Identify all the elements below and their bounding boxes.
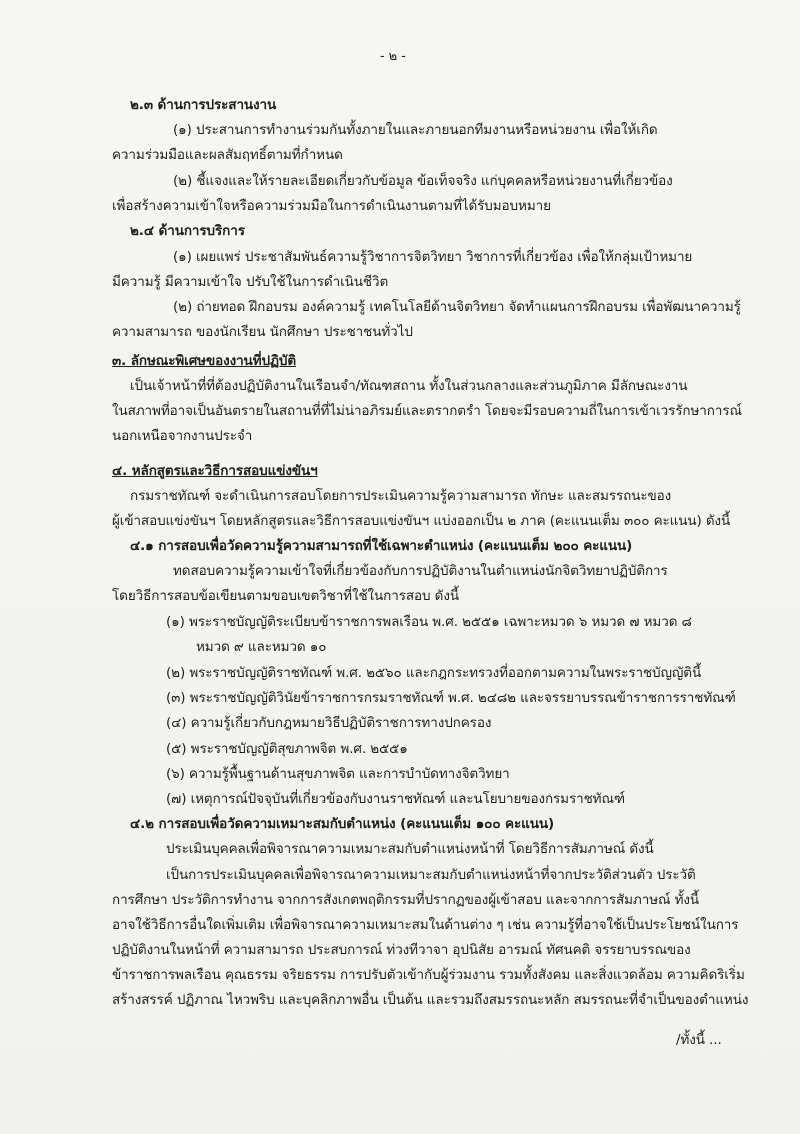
page-number: - ๒ - [380, 49, 406, 64]
section-4-2-intro: ประเมินบุคคลเพื่อพิจารณาความเหมาะสมกับตำแหน่งหน้าที่ โดยวิธีการสัมภาษณ์ ดังนี้ [166, 841, 654, 857]
exam-subject-5: (๕) พระราชบัญญัติสุขภาพจิต พ.ศ. ๒๕๕๑ [166, 741, 408, 757]
section-4-2-para-line-2: การศึกษา ประวัติการทำงาน จากการสังเกตพฤติกรรมที่ปรากฏของผู้เข้าสอบ และจากการสัมภาษณ์ ทั้งนี้ [112, 892, 700, 908]
exam-subject-3: (๓) พระราชบัญญัติวินัยข้าราชการกรมราชทัณฑ์ พ.ศ. ๒๔๘๒ และจรรยาบรรณข้าราชการราชทัณฑ์ [166, 690, 736, 706]
section-2-4-item-1-line-2: มีความรู้ มีความเข้าใจ ปรับใช้ในการดำเนินชีวิต [112, 274, 389, 290]
section-4-2-para-line-4: ปฏิบัติงานในหน้าที่ ความสามารถ ประสบการณ์ ท่วงทีวาจา อุปนิสัย อารมณ์ ทัศนคติ จรรยาบรรณของ [112, 942, 691, 958]
section-4-heading: ๔. หลักสูตรและวิธีการสอบแข่งขันฯ [112, 463, 318, 479]
exam-subject-1: (๑) พระราชบัญญัติระเบียบข้าราชการพลเรือน พ.ศ. ๒๕๕๑ เฉพาะหมวด ๖ หมวด ๗ หมวด ๘ [166, 614, 692, 630]
section-2-4-item-1-line-1: (๑) เผยแพร่ ประชาสัมพันธ์ความรู้วิชาการจิตวิทยา วิชาการที่เกี่ยวข้อง เพื่อให้กลุ่มเป้าหมาย [173, 249, 693, 265]
section-4-1-para-line-1: ทดสอบความรู้ความเข้าใจที่เกี่ยวข้องกับการปฏิบัติงานในตำแหน่งนักจิตวิทยาปฏิบัติการ [173, 563, 668, 579]
section-2-3-item-2-line-2: เพื่อสร้างความเข้าใจหรือความร่วมมือในการดำเนินงานตามที่ได้รับมอบหมาย [112, 198, 551, 214]
exam-subject-2: (๒) พระราชบัญญัติราชทัณฑ์ พ.ศ. ๒๕๖๐ และกฎกระทรวงที่ออกตามความในพระราชบัญญัตินี้ [166, 665, 702, 681]
section-2-3-item-2-line-1: (๒) ชี้แจงและให้รายละเอียดเกี่ยวกับข้อมูล ข้อเท็จจริง แก่บุคคลหรือหน่วยงานที่เกี่ยวข้อง [173, 173, 673, 189]
section-4-2-para-line-5: ข้าราชการพลเรือน คุณธรรม จริยธรรม การปรับตัวเข้ากับผู้ร่วมงาน รวมทั้งสังคม และสิ่งแวดล้อม ความคิดริเริ่ม [112, 967, 745, 983]
section-2-4-item-2-line-1: (๒) ถ่ายทอด ฝึกอบรม องค์ความรู้ เทคโนโลยีด้านจิตวิทยา จัดทำแผนการฝึกอบรม เพื่อพัฒนาความรู้ [173, 299, 741, 315]
section-3-heading: ๓. ลักษณะพิเศษของงานที่ปฏิบัติ [112, 353, 297, 369]
section-2-4-item-2-line-2: ความสามารถ ของนักเรียน นักศึกษา ประชาชนทั่วไป [112, 324, 413, 340]
exam-subject-1-cont: หมวด ๙ และหมวด ๑๐ [196, 639, 327, 655]
section-4-2-para-line-1: เป็นการประเมินบุคคลเพื่อพิจารณาความเหมาะสมกับตำแหน่งหน้าที่จากประวัติส่วนตัว ประวัติ [166, 867, 696, 883]
section-4-2-para-line-3: อาจใช้วิธีการอื่นใดเพิ่มเติม เพื่อพิจารณาความเหมาะสมในด้านต่าง ๆ เช่น ความรู้ที่อาจใช้เป็นประโยชน์ในการ [112, 917, 739, 933]
section-4-2-para-line-6: สร้างสรรค์ ปฏิภาณ ไหวพริบ และบุคลิกภาพอื่น เป็นต้น และรวมถึงสมรรถนะหลัก สมรรถนะที่จำเป็นของตำแหน่ง [112, 992, 749, 1008]
section-3-para-line-2: ในสภาพที่อาจเป็นอันตรายในสถานที่ที่ไม่น่าอภิรมย์และตรากตรำ โดยจะมีรอบความถี่ในการเข้าเวรรักษาการณ์ [112, 403, 742, 419]
section-4-para-line-2: ผู้เข้าสอบแข่งขันฯ โดยหลักสูตรและวิธีการสอบแข่งขันฯ แบ่งออกเป็น ๒ ภาค (คะแนนเต็ม ๓๐๐ คะแนน) ดังนี้ [112, 513, 731, 529]
exam-subject-7: (๗) เหตุการณ์ปัจจุบันที่เกี่ยวข้องกับงานราชทัณฑ์ และนโยบายของกรมราชทัณฑ์ [166, 791, 625, 807]
section-3-para-line-3: นอกเหนือจากงานประจำ [112, 428, 253, 444]
section-2-3-heading: ๒.๓ ด้านการประสานงาน [130, 97, 277, 113]
section-4-para-line-1: กรมราชทัณฑ์ จะดำเนินการสอบโดยการประเมินความรู้ความสามารถ ทักษะ และสมรรถนะของ [130, 488, 672, 504]
section-4-1-para-line-2: โดยวิธีการสอบข้อเขียนตามขอบเขตวิชาที่ใช้ในการสอบ ดังนี้ [112, 588, 459, 604]
section-4-2-heading: ๔.๒ การสอบเพื่อวัดความเหมาะสมกับตำแหน่ง (คะแนนเต็ม ๑๐๐ คะแนน) [130, 816, 555, 832]
section-3-para-line-1: เป็นเจ้าหน้าที่ที่ต้องปฏิบัติงานในเรือนจำ/ทัณฑสถาน ทั้งในส่วนกลางและส่วนภูมิภาค มีลักษณะงาน [130, 378, 688, 394]
section-2-4-heading: ๒.๔ ด้านการบริการ [130, 223, 245, 239]
continuation-marker: /ทั้งนี้ ... [676, 1032, 722, 1048]
section-2-3-item-1-line-2: ความร่วมมือและผลสัมฤทธิ์ตามที่กำหนด [112, 147, 343, 163]
exam-subject-6: (๖) ความรู้พื้นฐานด้านสุขภาพจิต และการบำบัดทางจิตวิทยา [166, 766, 510, 782]
exam-subject-4: (๔) ความรู้เกี่ยวกับกฎหมายวิธีปฏิบัติราชการทางปกครอง [166, 715, 492, 731]
section-4-1-heading: ๔.๑ การสอบเพื่อวัดความรู้ความสามารถที่ใช้เฉพาะตำแหน่ง (คะแนนเต็ม ๒๐๐ คะแนน) [130, 538, 633, 554]
section-2-3-item-1-line-1: (๑) ประสานการทำงานร่วมกันทั้งภายในและภายนอกทีมงานหรือหน่วยงาน เพื่อให้เกิด [173, 122, 658, 138]
